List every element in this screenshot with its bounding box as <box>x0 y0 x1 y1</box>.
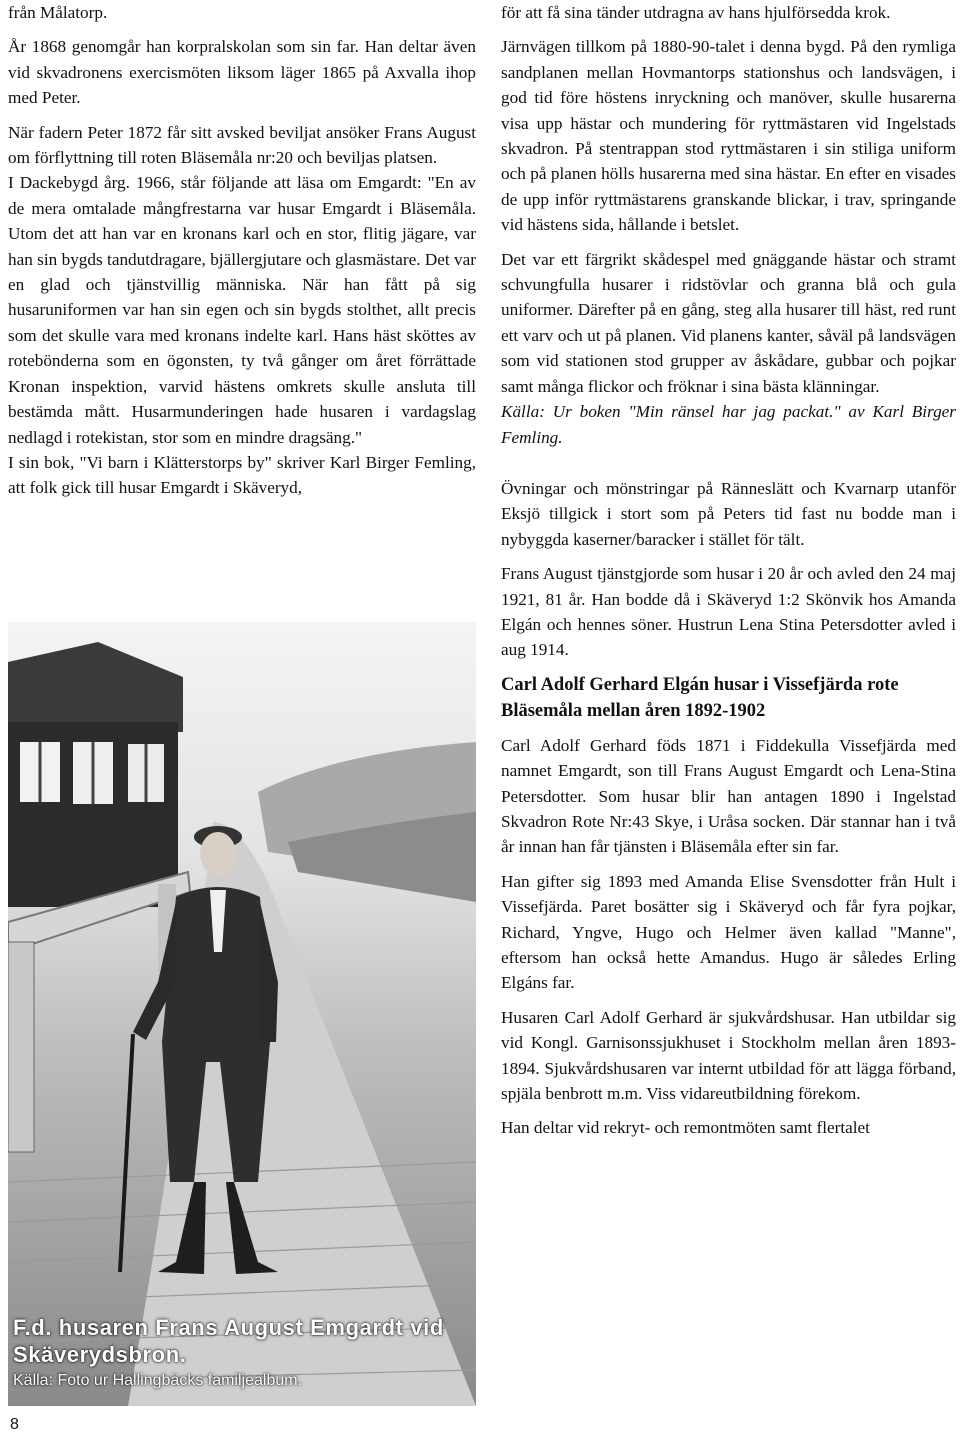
photo-caption <box>13 1314 473 1392</box>
left-paragraph-4: I Dackebygd årg. 1966, står följande att läsa om Emgardt: "En av de mera omtalade mångfrestarna var husar Emgardt i Bläsemåla. Utom det att han var en kronans karl och en stor, flitig jägare, var han sin bygds tandutdragare, bjällergjutare och glasmästare. Det var en glad och tjänstvillig människa. När han fått på sig husaruniformen var han sin egen och sin bygds stolthet, allt precis som det skulle vara med kronans indelte karl. Hans häst sköttes av rotebönderna som en ögonsten, ty två gånger om året förrättade Kronan inspektion, varvid hästens omkrets skulle ansluta till bestämda mått. Husarmunderingen hade husaren i vardagslag nedlagd i rotekistan, stor som en mindre dragsäng." <box>8 173 476 447</box>
right-paragraph-4: Övningar och mönstringar på Ränneslätt och Kvarnarp utanför Eksjö tillgick i stort som på Peters tid fast nu bodde man i nybyggda kaserner/baracker i stället för tält. <box>501 478 956 549</box>
right-paragraph-2: Järnvägen tillkom på 1880-90-talet i denna bygd. På den rymliga sandplanen mellan Hovmantorps stationshus och landsvägen, i god tid före höstens inryckning och manöver, skulle husarerna visa upp hästar och mundering för ryttmästaren vid Ingelstads skvadron. På stentrappan stod ryttmästaren i sin stiliga uniform och på planen hölls husarerna med sina hästar. En efter en visades de upp inför ryttmästarens granskande blickar, i trav, springande vid hästens sida, hållande i betslet. <box>501 37 956 235</box>
left-paragraph-3: När fadern Peter 1872 får sitt avsked beviljat ansöker Frans August om förflyttning till roten Bläsemåla nr:20 och beviljas platsen. <box>8 122 476 168</box>
right-paragraph-6: Carl Adolf Gerhard föds 1871 i Fiddekulla Vissefjärda med namnet Emgardt, son till Frans August Emgardt och Lena-Stina Petersdotter. Som husar blir han antagen 1890 i Ingelstad Skvadron Rote Nr:43 Skye, i Uråsa socken. Där stannar han i två år innan han får tjänsten i Bläsemåla efter sin far. <box>501 735 956 857</box>
right-paragraph-9: Han deltar vid rekryt- och remontmöten samt flertalet <box>501 1118 870 1138</box>
right-paragraph-3: Det var ett färgrikt skådespel med gnäggande hästar och stramt schvungfulla husarer i ridstövlar och granna blå och gula uniformer. Därefter på en gång, steg alla husarer till häst, red runt ett varv och ut på planen. Vid planens kanter, såväl på landsvägen som vid stationen stod grupper av åskådare, gubbar och pojkar samt många flickor och fröknar i sina bästa klänningar. <box>501 249 956 396</box>
right-paragraph-8: Husaren Carl Adolf Gerhard är sjukvårdshusar. Han utbildar sig vid Kongl. Garnisonssjukhuset i Stockholm mellan åren 1893-1894. Sjukvårdshusaren var internt utbildad för att lägga förband, spjäla benbrott m.m. Viss vidareutbildning förekom. <box>501 1007 956 1104</box>
right-paragraph-5: Frans August tjänstgjorde som husar i 20 år och avled den 24 maj 1921, 81 år. Han bodde då i Skäveryd 1:2 Skönvik hos Amanda Elgán och hennes söner. Hustrun Lena Stina Petersdotter avled i aug 1914. <box>501 564 956 660</box>
right-paragraph-1: för att få sina tänder utdragna av hans hjulförsedda krok. <box>501 3 891 22</box>
left-paragraph-5: I sin bok, "Vi barn i Klätterstorps by" skriver Karl Birger Femling, att folk gick till husar Emgardt i Skäveryd, <box>8 452 476 498</box>
book-source-citation: Källa: Ur boken "Min ränsel har jag packat." av Karl Birger Femling. <box>501 402 956 447</box>
historic-photo <box>8 622 476 1406</box>
right-paragraph-7: Han gifter sig 1893 med Amanda Elise Svensdotter från Hult i Vissefjärda. Paret bosätter sig i Skäveryd och får fyra pojkar, Richard, Yngve, Hugo och Helmer även kallad "Manne", eftersom han också hette Amandus. Hugo är således Erling Elgáns far. <box>501 871 956 993</box>
right-column <box>501 0 956 1141</box>
section-heading: Carl Adolf Gerhard Elgán husar i Vissefjärda rote Bläsemåla mellan åren 1892-1902 <box>501 674 899 721</box>
left-column <box>8 0 476 501</box>
page-number: 8 <box>10 1416 19 1433</box>
right-paragraph-3-source <box>501 399 956 450</box>
left-paragraph-1: från Målatorp. <box>8 3 108 22</box>
left-paragraph-2: År 1868 genomgår han korpralskolan som sin far. Han deltar även vid skvadronens exercismöten liksom läger 1865 på Axvalla ihop med Peter. <box>8 37 476 108</box>
caption-title: F.d. husaren Frans August Emgardt vid Skäverydsbron. <box>13 1315 444 1367</box>
caption-source: Källa: Foto ur Hallingbäcks familjealbum. <box>13 1372 303 1389</box>
photo-illustration <box>8 622 476 1406</box>
